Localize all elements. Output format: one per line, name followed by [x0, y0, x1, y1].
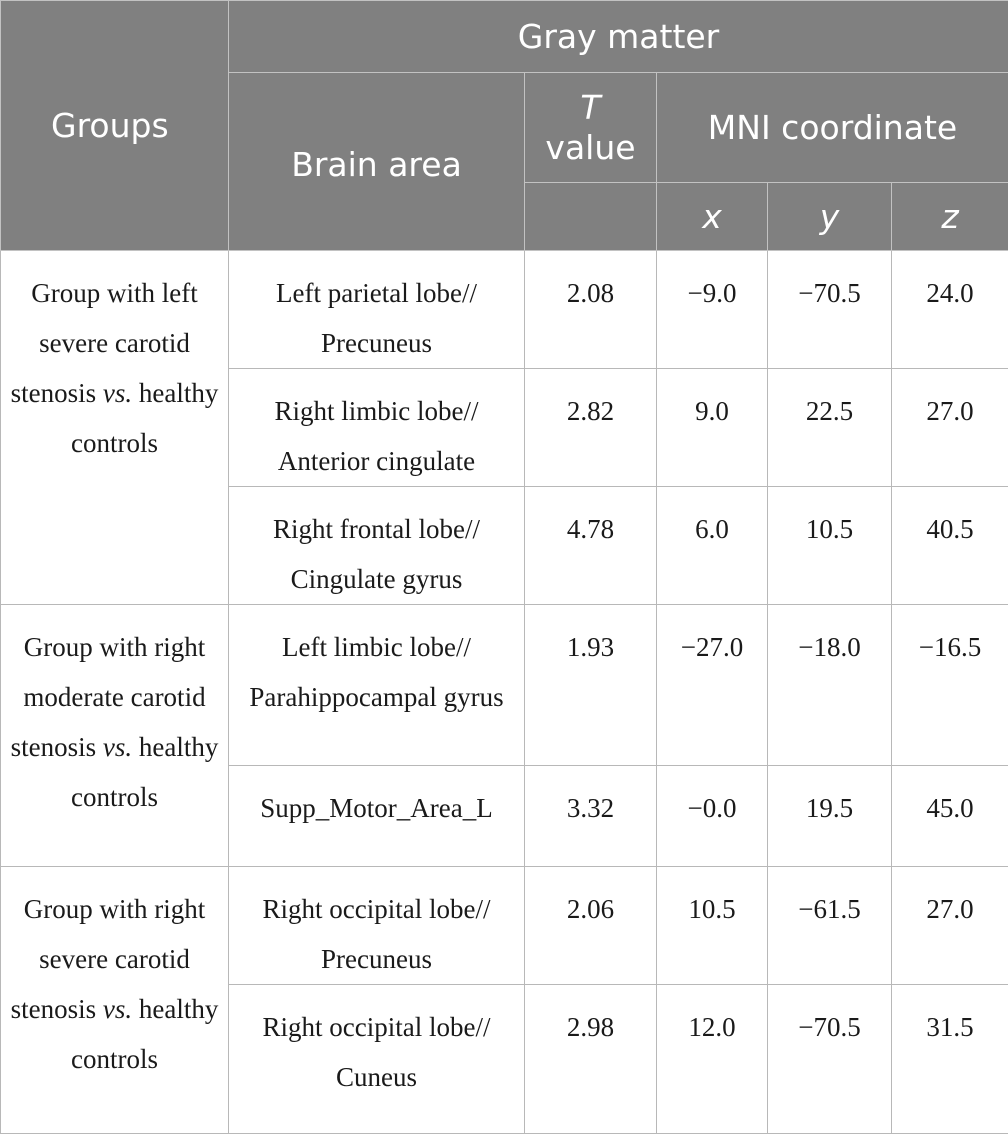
t-value-cell: 1.93: [525, 605, 657, 766]
z-cell: 31.5: [892, 985, 1008, 1134]
z-cell: 45.0: [892, 766, 1008, 867]
y-cell: 22.5: [768, 369, 892, 487]
y-cell: −18.0: [768, 605, 892, 766]
y-cell: 10.5: [768, 487, 892, 605]
z-cell: 27.0: [892, 867, 1008, 985]
mni-coordinate-header: MNI coordinate: [657, 73, 1008, 183]
brain-area-cell: Right frontal lobe// Cingulate gyrus: [229, 487, 525, 605]
x-cell: −27.0: [657, 605, 768, 766]
z-cell: 24.0: [892, 251, 1008, 369]
x-cell: 6.0: [657, 487, 768, 605]
t-value-cell: 2.98: [525, 985, 657, 1134]
table-row: [1, 605, 1008, 766]
z-cell: 27.0: [892, 369, 1008, 487]
t-value-cell: 3.32: [525, 766, 657, 867]
t-value-cell: 4.78: [525, 487, 657, 605]
y-cell: −61.5: [768, 867, 892, 985]
brain-area-cell: Right limbic lobe// Anterior cingulate: [229, 369, 525, 487]
groups-header: Groups: [1, 1, 229, 251]
table-row: [1, 867, 1008, 985]
y-header: y: [768, 183, 892, 251]
t-value-cell: 2.06: [525, 867, 657, 985]
x-cell: 12.0: [657, 985, 768, 1134]
z-cell: −16.5: [892, 605, 1008, 766]
brain-area-cell: Left limbic lobe// Parahippocampal gyrus: [229, 605, 525, 766]
brain-area-cell: Right occipital lobe// Precuneus: [229, 867, 525, 985]
y-cell: −70.5: [768, 985, 892, 1134]
z-header: z: [892, 183, 1008, 251]
brain-area-header: Brain area: [229, 73, 525, 251]
brain-area-cell: Left parietal lobe// Precuneus: [229, 251, 525, 369]
t-value-cell: 2.08: [525, 251, 657, 369]
table-row: [1, 251, 1008, 369]
group-label: Group with right moderate carotid stenosis vs. healthy controls: [1, 605, 229, 867]
group-label: Group with right severe carotid stenosis vs. healthy controls: [1, 867, 229, 1134]
brain-area-cell: Supp_Motor_Area_L: [229, 766, 525, 867]
t-value-header: T value: [525, 73, 657, 183]
y-cell: 19.5: [768, 766, 892, 867]
brain-area-cell: Right occipital lobe// Cuneus: [229, 985, 525, 1134]
group-label: Group with left severe carotid stenosis vs. healthy controls: [1, 251, 229, 605]
x-cell: 10.5: [657, 867, 768, 985]
x-cell: −9.0: [657, 251, 768, 369]
y-cell: −70.5: [768, 251, 892, 369]
gray-matter-header: Gray matter: [229, 1, 1008, 73]
z-cell: 40.5: [892, 487, 1008, 605]
t-value-cell: 2.82: [525, 369, 657, 487]
t-value-subheader: [525, 183, 657, 251]
x-cell: −0.0: [657, 766, 768, 867]
x-cell: 9.0: [657, 369, 768, 487]
x-header: x: [657, 183, 768, 251]
